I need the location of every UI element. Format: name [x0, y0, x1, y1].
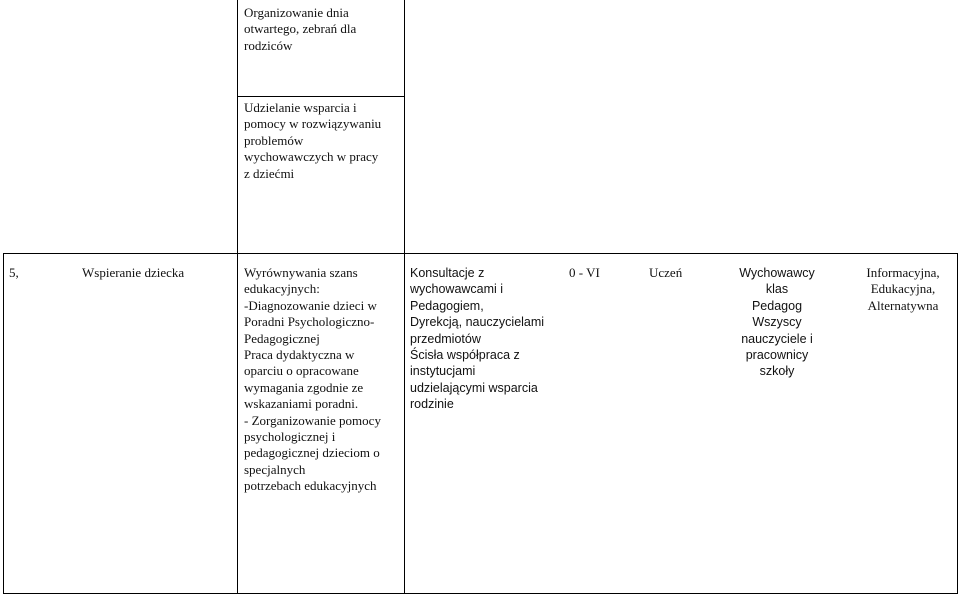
column-divider-1 — [237, 0, 238, 594]
table-border-bottom — [3, 593, 958, 594]
row-divider-top — [237, 96, 405, 97]
forms-cell: Konsultacje z wychowawcami i Pedagogiem, Dyrekcją, nauczycielami przedmiotów Ścisła współpraca z instytucjami udzielającymi wsparcia rodzinie — [410, 266, 545, 412]
row-number: 5, — [9, 265, 19, 280]
area-cell: Wspieranie dziecka — [82, 265, 185, 280]
responsible-cell: Wychowawcy klas Pedagog Wszyscy nauczyciele i pracownicy szkoły — [739, 266, 815, 379]
column-divider-2 — [404, 0, 405, 594]
function-cell: Informacyjna, Edukacyjna, Alternatywna — [866, 265, 940, 313]
row-divider-main — [3, 253, 958, 254]
table-border-left — [3, 253, 4, 594]
tasks-cell: Wyrównywania szans edukacyjnych: -Diagnozowanie dzieci w Poradni Psychologiczno- Pedagogicznej Praca dydaktyczna w oparciu o opracowane wymagania zgodnie ze wskazaniami poradni. - Zorganizowanie pomocy psychologicznej i pedagogicznej dzieciom o specjalnych potrzebach edukacyjnych — [244, 265, 381, 494]
classes-cell: 0 - VI — [569, 265, 600, 280]
recipient-cell: Uczeń — [649, 265, 683, 280]
activity-cell-support: Udzielanie wsparcia i pomocy w rozwiązywaniu problemów wychowawczych w pracy z dziećmi — [244, 100, 382, 181]
activity-cell-open-day: Organizowanie dnia otwartego, zebrań dla rodziców — [244, 5, 357, 53]
